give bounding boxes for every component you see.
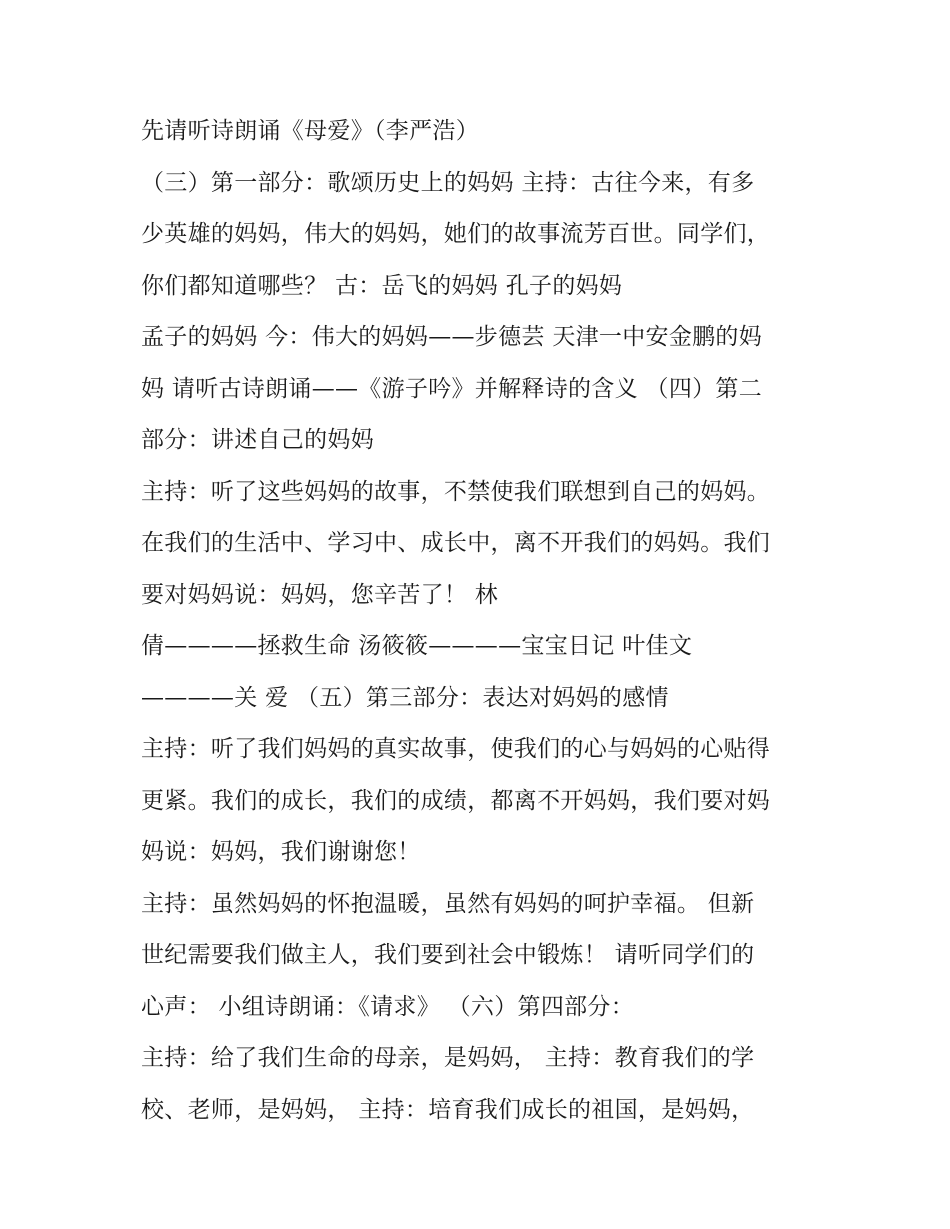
text-line: 先请听诗朗诵《母爱》（李严浩）	[141, 118, 479, 144]
text-line: 倩————拯救生命 汤筱筱————宝宝日记 叶佳文	[141, 633, 693, 659]
text-line: 主持：听了这些妈妈的故事，不禁使我们联想到自己的妈妈。	[141, 478, 771, 505]
text-line: 你们都知道哪些？ 古：岳飞的妈妈 孔子的妈妈	[141, 272, 623, 299]
text-line: 主持：听了我们妈妈的真实故事，使我们的心与妈妈的心贴得	[141, 736, 771, 762]
text-line: ————关 爱 （五）第三部分：表达对妈妈的感情	[141, 684, 669, 711]
text-line: 心声： 小组诗朗诵：《请求》 （六）第四部分：	[141, 993, 635, 1020]
text-line: 部分：讲述自己的妈妈	[141, 427, 374, 453]
text-line: 在我们的生活中、学习中、成长中，离不开我们的妈妈。我们	[141, 530, 771, 556]
text-line: 主持：虽然妈妈的怀抱温暖，虽然有妈妈的呵护幸福。 但新	[141, 890, 755, 917]
text-line: 主持：给了我们生命的母亲，是妈妈， 主持：教育我们的学	[141, 1045, 755, 1071]
document-text-body	[141, 106, 821, 1136]
text-line: 要对妈妈说：妈妈，您辛苦了！ 林	[141, 581, 499, 608]
text-line: 孟子的妈妈 今：伟大的妈妈——步德芸 天津一中安金鹏的妈	[141, 324, 763, 350]
text-line: 少英雄的妈妈，伟大的妈妈，她们的故事流芳百世。同学们，	[141, 221, 771, 247]
text-line: 妈说：妈妈，我们谢谢您！	[141, 839, 421, 865]
text-line: 校、老师，是妈妈， 主持：培育我们成长的祖国，是妈妈，	[141, 1096, 755, 1123]
text-line: 世纪需要我们做主人，我们要到社会中锻炼！ 请听同学们的	[141, 942, 755, 968]
text-line: （三）第一部分：歌颂历史上的妈妈 主持：古往今来，有多	[141, 169, 755, 196]
text-line: 更紧。我们的成长，我们的成绩，都离不开妈妈，我们要对妈	[141, 787, 771, 814]
text-line: 妈 请听古诗朗诵——《游子吟》并解释诗的含义 （四）第二	[141, 375, 763, 402]
